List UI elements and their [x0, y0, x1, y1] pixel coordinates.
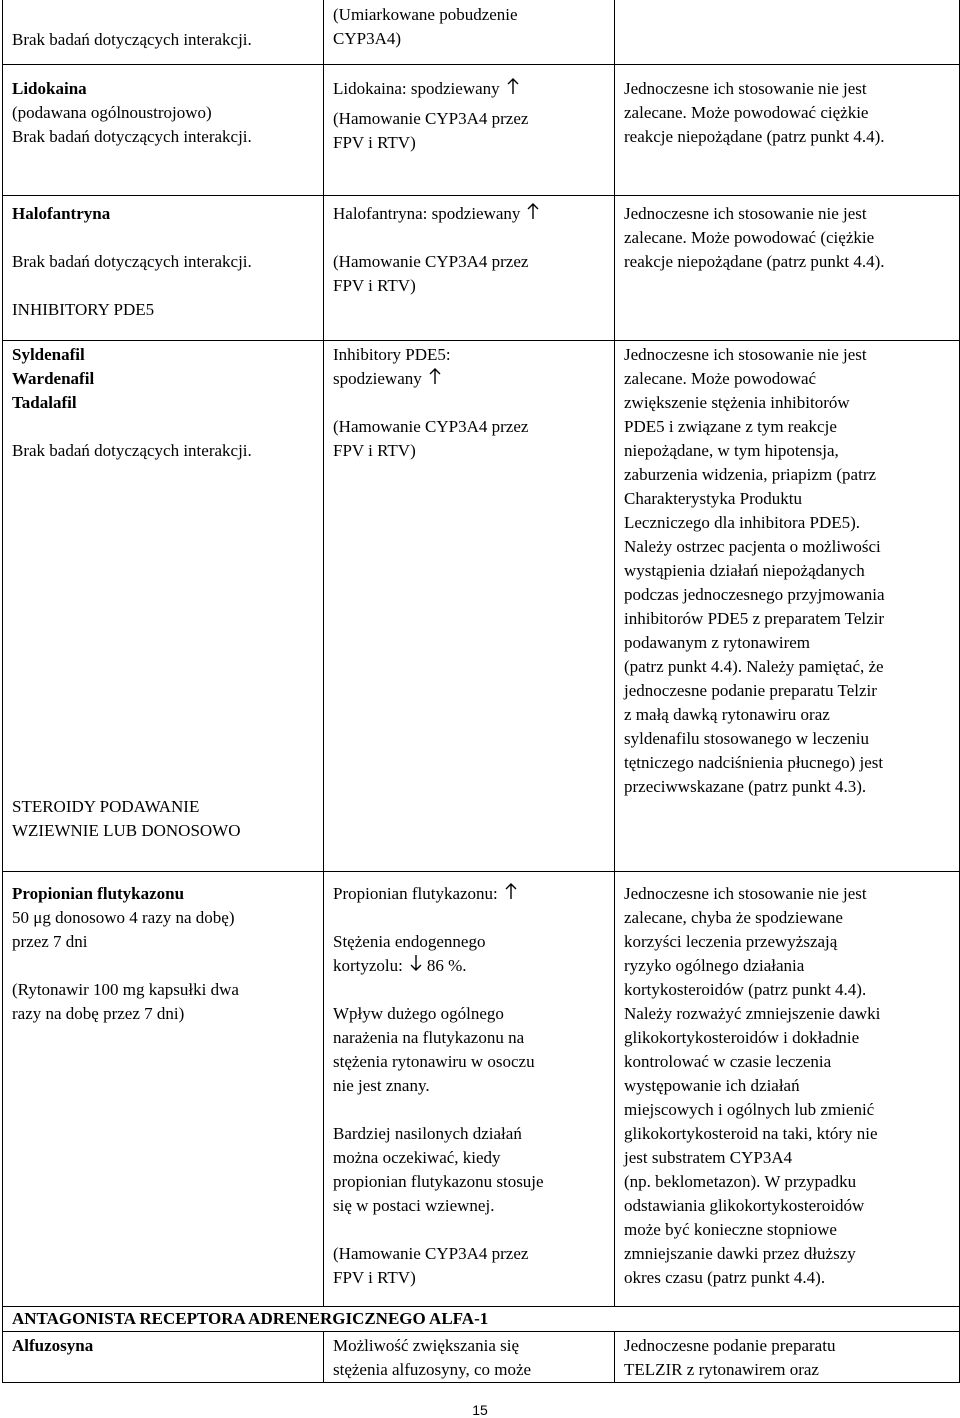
text-line: (np. beklometazon). W przypadku [624, 1172, 857, 1191]
recommendation-cell [615, 196, 959, 340]
text-line: (Hamowanie CYP3A4 przez [333, 417, 529, 436]
text-line: jest substratem CYP3A4 [624, 1148, 793, 1167]
drug-name: Syldenafil [12, 345, 85, 364]
arrow-up-icon [428, 367, 442, 385]
text-line: (patrz punkt 4.4). Należy pamiętać, że [624, 657, 884, 676]
text-line: zalecane. Może powodować (ciężkie [624, 228, 875, 247]
text-line: Bardziej nasilonych działań [333, 1124, 522, 1143]
drug-cell [3, 872, 324, 1306]
effect-head: Propionian flutykazonu: [333, 884, 498, 903]
table-row [3, 1331, 959, 1382]
text-line: Jednoczesne ich stosowanie nie jest [624, 884, 867, 903]
text-line: miejscowych i ogólnych lub zmienić [624, 1100, 875, 1119]
drug-cell [3, 1332, 324, 1382]
effect-cell [324, 341, 615, 871]
text-line: reakcje niepożądane (patrz punkt 4.4). [624, 127, 885, 146]
text-line: korzyści leczenia przewyższają [624, 932, 838, 951]
text-line: występowanie ich działań [624, 1076, 800, 1095]
text-line: Możliwość zwiększania się [333, 1336, 519, 1355]
text-line: (Rytonawir 100 mg kapsułki dwa [12, 980, 239, 999]
text-line: syldenafilu stosowanego w leczeniu [624, 729, 870, 748]
recommendation-cell [615, 0, 959, 64]
page-number: 15 [472, 1402, 488, 1418]
text-line: z małą dawką rytonawiru oraz [624, 705, 830, 724]
text-line: okres czasu (patrz punkt 4.4). [624, 1268, 826, 1287]
text-line: Należy ostrzec pacjenta o możliwości [624, 537, 881, 556]
text-line: niepożądane, w tym hipotensja, [624, 441, 839, 460]
text-line: odstawiania glikokortykosteroidów [624, 1196, 865, 1215]
text-line: glikokortykosteroidów i dokładnie [624, 1028, 860, 1047]
text-line: Jednoczesne ich stosowanie nie jest [624, 345, 867, 364]
text-line: zaburzenia widzenia, priapizm (patrz [624, 465, 877, 484]
text-line: razy na dobę przez 7 dni) [12, 1004, 185, 1023]
text-line: przez 7 dni [12, 932, 88, 951]
effect-head: Halofantryna: spodziewany [333, 204, 521, 223]
drug-name: Wardenafil [12, 369, 95, 388]
arrow-down-icon [409, 954, 423, 972]
drug-cell [3, 65, 324, 195]
text-line: zwiększenie stężenia inhibitorów [624, 393, 850, 412]
text-line: zmniejszanie dawki przez dłuższy [624, 1244, 856, 1263]
effect-head: Inhibitory PDE5: [333, 345, 451, 364]
drug-cell [3, 341, 324, 871]
text-line: reakcje niepożądane (patrz punkt 4.4). [624, 252, 885, 271]
drug-name: Alfuzosyna [12, 1336, 94, 1355]
text-line: nie jest znany. [333, 1076, 430, 1095]
drug-name: Lidokaina [12, 79, 87, 98]
text-line: kortyzolu: [333, 956, 403, 975]
section-heading: INHIBITORY PDE5 [12, 300, 155, 319]
text-line: może być konieczne stopniowe [624, 1220, 837, 1239]
effect-cell [324, 196, 615, 340]
text-line: glikokortykosteroid na taki, który nie [624, 1124, 878, 1143]
section-title: ANTAGONISTA RECEPTORA ADRENERGICZNEGO ALFA-1 [12, 1309, 489, 1328]
drug-name: Tadalafil [12, 393, 77, 412]
text-line: Stężenia endogennego [333, 932, 486, 951]
table-row [3, 64, 959, 195]
text-line: zalecane. Może powodować [624, 369, 817, 388]
text-line: stężenia alfuzosyny, co może [333, 1360, 532, 1379]
text-line: PDE5 i związane z tym reakcje [624, 417, 837, 436]
text-line: zalecane, chyba że spodziewane [624, 908, 843, 927]
drug-cell [3, 196, 324, 340]
text-line: Jednoczesne ich stosowanie nie jest [624, 79, 867, 98]
text-line: podczas jednoczesnego przyjmowania [624, 585, 885, 604]
text-line: FPV i RTV) [333, 1268, 416, 1287]
text-line: propionian flutykazonu stosuje [333, 1172, 544, 1191]
text-line: podawanym z rytonawirem [624, 633, 810, 652]
effect-head: spodziewany [333, 369, 422, 388]
text-line: 86 %. [426, 956, 467, 975]
effect-cell [324, 65, 615, 195]
arrow-up-icon [504, 882, 518, 900]
section-heading: STEROIDY PODAWANIE [12, 797, 200, 816]
text-line: Charakterystyka Produktu [624, 489, 802, 508]
effect-cell [324, 1332, 615, 1382]
text-line: (Hamowanie CYP3A4 przez [333, 252, 529, 271]
text-line: (podawana ogólnoustrojowo) [12, 103, 212, 122]
table-row [3, 0, 959, 64]
section-heading: WZIEWNIE LUB DONOSOWO [12, 821, 241, 840]
text-line: zalecane. Może powodować ciężkie [624, 103, 869, 122]
text-line: 50 μg donosowo 4 razy na dobę) [12, 908, 235, 927]
recommendation-cell [615, 65, 959, 195]
drug-name: Propionian flutykazonu [12, 884, 185, 903]
table-row [3, 340, 959, 871]
text-line: FPV i RTV) [333, 441, 416, 460]
text-line: Jednoczesne podanie preparatu [624, 1336, 836, 1355]
text-line: ryzyko ogólnego działania [624, 956, 805, 975]
text-line: Brak badań dotyczących interakcji. [12, 441, 252, 460]
text-line: Brak badań dotyczących interakcji. [12, 252, 252, 271]
text-line: można oczekiwać, kiedy [333, 1148, 501, 1167]
effect-head: Lidokaina: spodziewany [333, 79, 500, 98]
recommendation-cell [615, 1332, 959, 1382]
table-row [3, 871, 959, 1306]
text-line: TELZIR z rytonawirem oraz [624, 1360, 819, 1379]
text-line: Wpływ dużego ogólnego [333, 1004, 504, 1023]
recommendation-cell [615, 872, 959, 1306]
effect-cell [324, 0, 615, 64]
text-line: się w postaci wziewnej. [333, 1196, 495, 1215]
text-line: Jednoczesne ich stosowanie nie jest [624, 204, 867, 223]
text-line: (Umiarkowane pobudzenie [333, 5, 518, 24]
text-line: Brak badań dotyczących interakcji. [12, 30, 252, 49]
section-heading [3, 1307, 959, 1331]
text-line: narażenia na flutykazonu na [333, 1028, 525, 1047]
text-line: stężenia rytonawiru w osoczu [333, 1052, 535, 1071]
text-line: FPV i RTV) [333, 276, 416, 295]
text-line: kontrolować w czasie leczenia [624, 1052, 832, 1071]
text-line: Brak badań dotyczących interakcji. [12, 127, 252, 146]
text-line: jednoczesne podanie preparatu Telzir [624, 681, 877, 700]
text-line: kortykosteroidów (patrz punkt 4.4). [624, 980, 867, 999]
text-line: CYP3A4) [333, 29, 402, 48]
drug-name: Halofantryna [12, 204, 111, 223]
section-row [3, 1306, 959, 1331]
drug-cell [3, 0, 324, 64]
table-row [3, 195, 959, 340]
text-line: tętniczego nadciśnienia płucnego) jest [624, 753, 884, 772]
text-line: wystąpienia działań niepożądanych [624, 561, 865, 580]
text-line: (Hamowanie CYP3A4 przez [333, 109, 529, 128]
arrow-up-icon [526, 202, 540, 220]
text-line: FPV i RTV) [333, 133, 416, 152]
text-line: inhibitorów PDE5 z preparatem Telzir [624, 609, 885, 628]
arrow-up-icon [506, 77, 520, 95]
recommendation-cell [615, 341, 959, 871]
text-line: Należy rozważyć zmniejszenie dawki [624, 1004, 881, 1023]
text-line: przeciwwskazane (patrz punkt 4.3). [624, 777, 867, 796]
text-line: Leczniczego dla inhibitora PDE5). [624, 513, 861, 532]
effect-cell [324, 872, 615, 1306]
text-line: (Hamowanie CYP3A4 przez [333, 1244, 529, 1263]
interaction-table [2, 0, 960, 1383]
